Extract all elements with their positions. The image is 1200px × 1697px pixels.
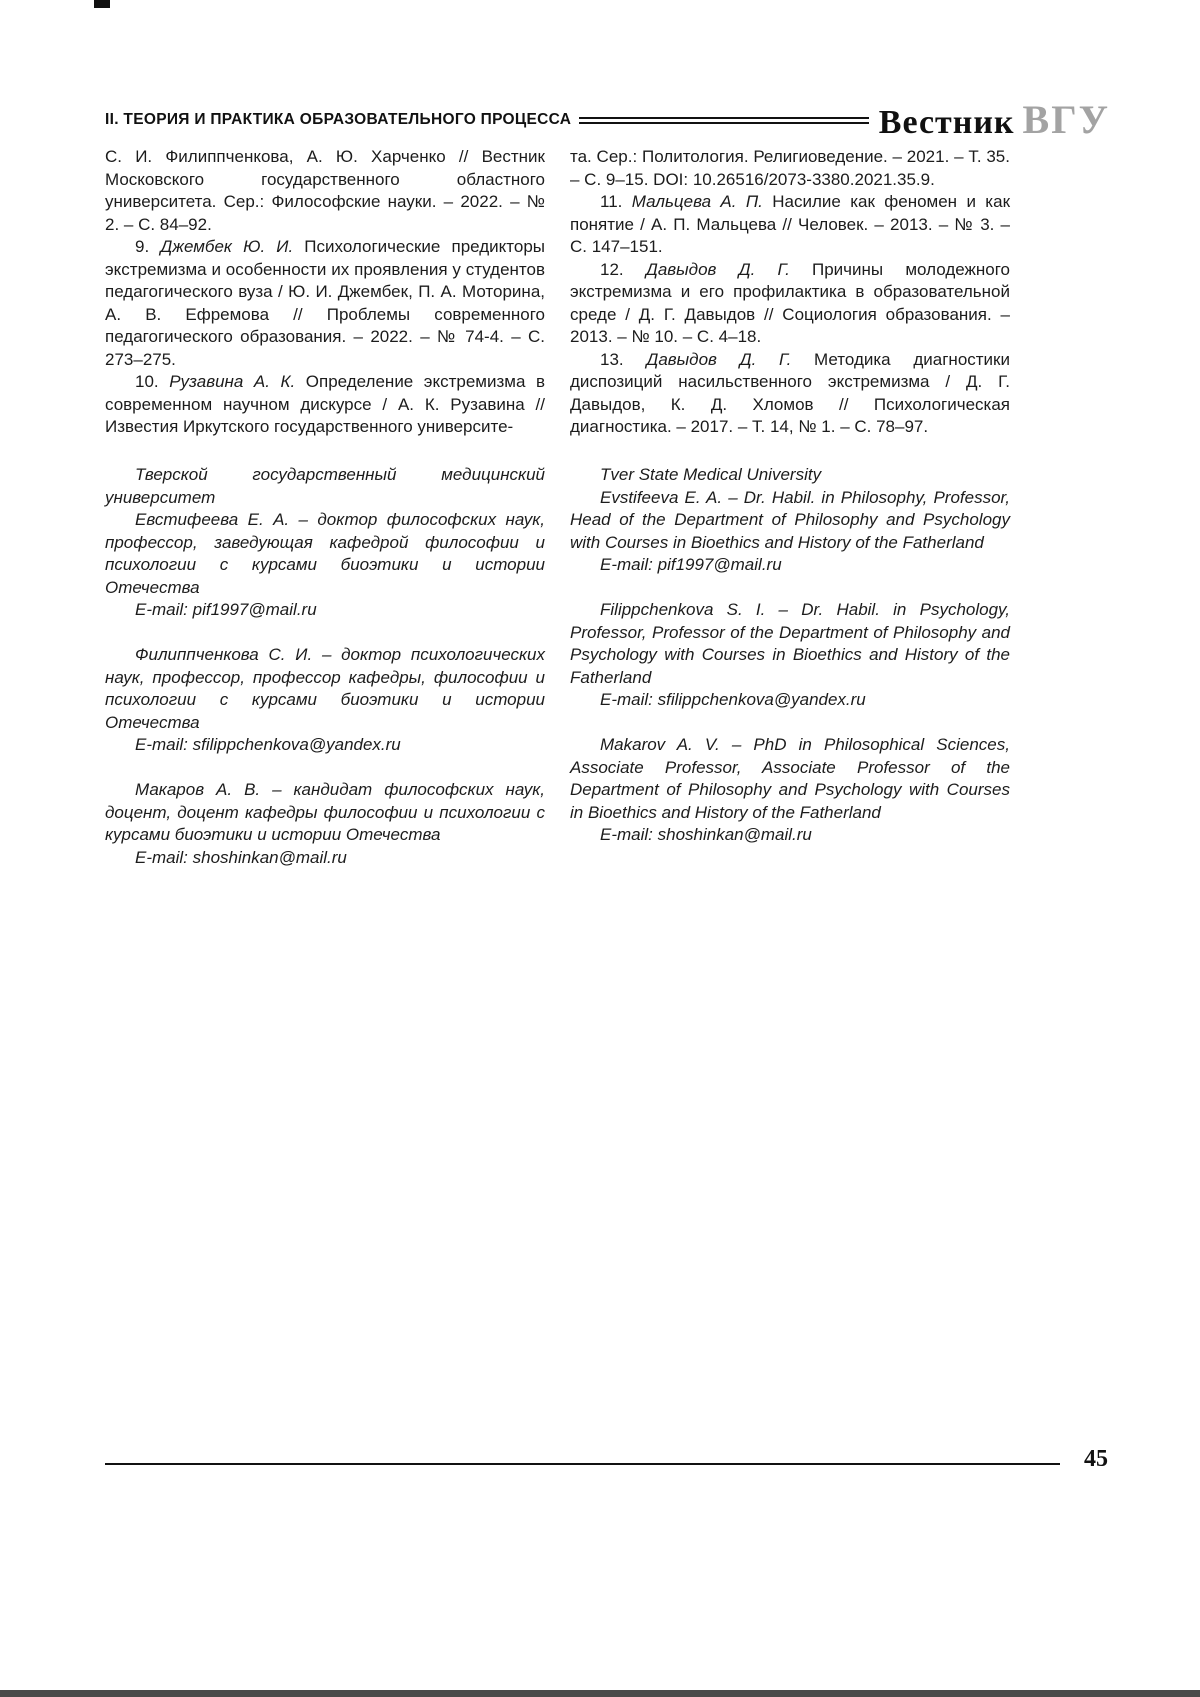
- header-rule: [579, 117, 869, 124]
- references-section: [105, 146, 1010, 439]
- scan-edge: [0, 1690, 1200, 1697]
- reference-paragraph: [105, 236, 545, 371]
- author-paragraph: [105, 644, 545, 734]
- text-run: Тверской государственный медицинский университет: [105, 465, 545, 507]
- page-number: 45: [1084, 1446, 1108, 1472]
- author-paragraph: [570, 734, 1010, 824]
- text-run: Filippchenkova S. I. – Dr. Habil. in Psychology, Professor, Professor of the Department of Philosophy and Psychology with Courses in Bioethics and History of the Fatherland: [570, 600, 1010, 687]
- email-line: [105, 734, 545, 757]
- email-line: [105, 599, 545, 622]
- text-run: 13.: [600, 349, 647, 369]
- text-run: Филиппченкова С. И. – доктор психологических наук, профессор, профессор кафедры, философии и психологии с курсами биоэтики и истории Отечества: [105, 645, 545, 732]
- page-header: [105, 97, 1110, 142]
- email-line: [570, 689, 1010, 712]
- text-run: E-mail: shoshinkan@mail.ru: [600, 825, 812, 844]
- references-left-column: [105, 146, 545, 439]
- text-run: E-mail: shoshinkan@mail.ru: [135, 847, 347, 867]
- journal-logo-word-vgu: ВГУ: [1022, 97, 1110, 142]
- journal-logo-word-vestnik: Вестник: [878, 104, 1015, 141]
- text-run: 10.: [135, 372, 170, 391]
- text-run: Tver State Medical University: [600, 465, 822, 484]
- text-run: Психологические предикторы экстремизма и особенности их проявления у студентов педагогического вуза / Ю. И. Джембек, П. А. Моторина, А. В. Ефремова // Проблемы современного педагогического образования. – 2022. – № 74-4. – С. 273–275.: [105, 237, 546, 369]
- crop-mark: [94, 0, 110, 8]
- author-paragraph: [570, 487, 1010, 555]
- text-run: С. И. Филиппченкова, А. Ю. Харченко // Вестник Московского государственного областного университета. Сер.: Философские науки. – 2022. – № 2. – С. 84–92.: [105, 147, 545, 234]
- running-title: II. ТЕОРИЯ И ПРАКТИКА ОБРАЗОВАТЕЛЬНОГО ПРОЦЕССА: [105, 111, 572, 128]
- reference-paragraph: [105, 371, 545, 439]
- authors-right-column: [570, 464, 1010, 869]
- reference-author-name: Джембек Ю. И.: [160, 237, 294, 256]
- text-run: Причины молодежного экстремизма и его профилактика в образовательной среде / Д. Г. Давыдов // Социология образования. – 2013. – № 10. – С. 4–18.: [570, 259, 1010, 346]
- reference-author-name: Рузавина А. К.: [169, 372, 296, 391]
- text-run: Методика диагностики диспозиций насильственного экстремизма / Д. Г. Давыдов, К. Д. Хломов // Психологическая диагностика. – 2017. – Т. 14, № 1. – С. 78–97.: [570, 349, 1010, 436]
- reference-author-name: Мальцева А. П.: [631, 192, 763, 211]
- text-run: 11.: [600, 192, 632, 211]
- text-run: Евстифеева Е. А. – доктор философских наук, профессор, заведующая кафедрой философии и психологии с курсами биоэтики и истории Отечества: [105, 510, 545, 597]
- text-run: та. Сер.: Политология. Религиоведение. – 2021. – Т. 35. – С. 9–15. DOI: 10.26516/2073-3380.2021.35.9.: [570, 147, 1010, 189]
- references-right-column: [570, 146, 1010, 439]
- text-run: E-mail: sfilippchenkova@yandex.ru: [135, 735, 401, 754]
- text-run: E-mail: sfilippchenkova@yandex.ru: [600, 690, 866, 709]
- text-run: Макаров А. В. – кандидат философских наук, доцент, доцент кафедры философии и психологии с курсами биоэтики и истории Отечества: [105, 780, 545, 844]
- text-run: 12.: [600, 259, 646, 279]
- footer-rule: [105, 1463, 1060, 1465]
- reference-author-name: Давыдов Д. Г.: [646, 349, 792, 369]
- author-paragraph: [105, 509, 545, 599]
- reference-paragraph: [570, 259, 1010, 349]
- affiliation-paragraph: [570, 464, 1010, 487]
- text-run: Определение экстремизма в современном научном дискурсе / А. К. Рузавина // Известия Иркутского государственного университе-: [105, 372, 546, 436]
- reference-paragraph: [570, 349, 1010, 439]
- author-paragraph: [105, 779, 545, 847]
- reference-paragraph: [570, 191, 1010, 259]
- author-paragraph: [570, 599, 1010, 689]
- reference-author-name: Давыдов Д. Г.: [645, 259, 790, 279]
- reference-paragraph: [570, 146, 1010, 191]
- text-run: 9.: [135, 237, 161, 256]
- text-run: E-mail: pif1997@mail.ru: [600, 555, 782, 574]
- authors-section: [105, 464, 1010, 869]
- email-line: [570, 824, 1010, 847]
- reference-paragraph: [105, 146, 545, 236]
- authors-left-column: [105, 464, 545, 869]
- email-line: [570, 554, 1010, 577]
- text-run: Насилие как феномен и как понятие / А. П. Мальцева // Человек. – 2013. – № 3. – С. 147–151.: [570, 192, 1011, 256]
- text-run: Makarov A. V. – PhD in Philosophical Sciences, Associate Professor, Associate Professor of the Department of Philosophy and Psychology with Courses in Bioethics and History of the Fatherland: [570, 735, 1010, 822]
- text-run: Evstifeeva E. A. – Dr. Habil. in Philosophy, Professor, Head of the Department of Philosophy and Psychology with Courses in Bioethics and History of the Fatherland: [570, 487, 1010, 552]
- affiliation-paragraph: [105, 464, 545, 509]
- email-line: [105, 847, 545, 870]
- page-footer: [105, 1446, 1108, 1473]
- text-run: E-mail: pif1997@mail.ru: [135, 600, 317, 619]
- journal-logo: [878, 97, 1110, 142]
